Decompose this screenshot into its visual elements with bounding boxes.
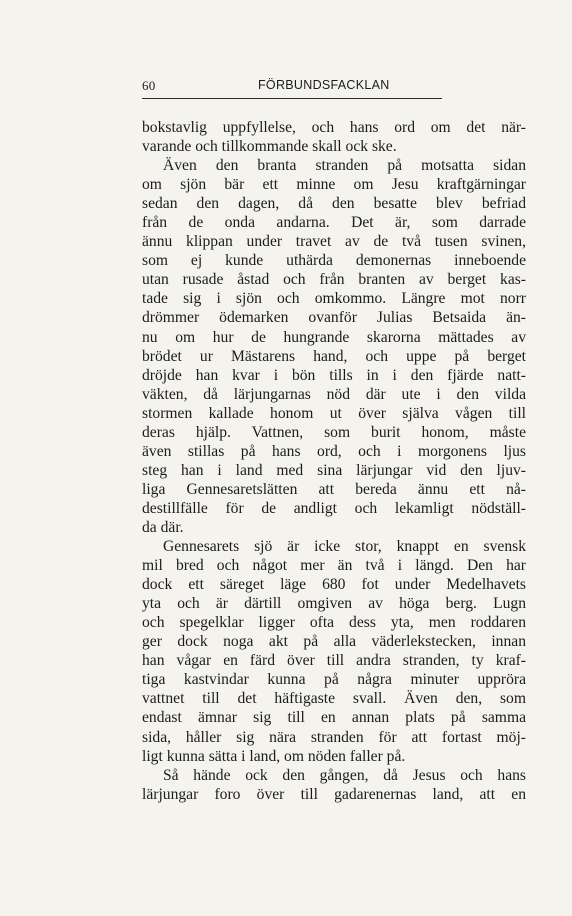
text-line: destillfälle för de andligt och lekamligt nödställ-: [142, 499, 526, 517]
text-line: Gennesarets sjö är icke stor, knappt en svensk: [163, 538, 526, 556]
text-line: även stillas på hans ord, och i morgonens ljus: [142, 442, 526, 460]
text-line: da där.: [142, 518, 184, 536]
text-line: ännu klippan under travet av de två tusen svinen,: [142, 233, 526, 251]
text-line: han vågar en färd över till andra stranden, ty kraf-: [142, 652, 526, 670]
text-line: stormen kallade honom ut över själva vågen till: [142, 404, 526, 422]
text-line: liga Gennesaretslätten att bereda ännu ett nå-: [142, 480, 526, 498]
text-line: som ej kunde uthärda demonernas inneboende: [142, 252, 526, 270]
text-line: tade sig i sjön och omkommo. Längre mot norr: [142, 290, 526, 308]
text-line: Så hände ock den gången, då Jesus och hans: [163, 766, 526, 784]
text-line: bokstavlig uppfyllelse, och hans ord om det när-: [142, 119, 526, 136]
header-rule: [142, 98, 442, 99]
text-line: lärjungar foro över till gadarenernas land, att en: [142, 785, 526, 803]
running-title: FÖRBUNDSFACKLAN: [258, 78, 390, 92]
body-text: [142, 118, 526, 804]
text-line: dröjde han kvar i bön tills in i den fjärde natt-: [142, 366, 526, 384]
text-line: varande och tillkommande skall ock ske.: [142, 138, 397, 156]
text-line: ligt kunna sätta i land, om nöden faller på.: [142, 747, 406, 765]
text-line: ger dock noga akt på alla väderlekstecken, innan: [142, 633, 526, 651]
text-line: och spegelklar ligger ofta dess yta, men roddaren: [142, 614, 526, 632]
text-line: yta och är därtill omgiven av höga berg. Lugn: [142, 595, 526, 613]
text-line: sida, håller sig nära stranden för att fortast möj-: [142, 728, 526, 746]
text-line: från de onda andarna. Det är, som darrade: [142, 214, 526, 232]
text-line: dock ett säreget läge 680 fot under Medelhavets: [142, 576, 526, 594]
text-line: deras hjälp. Vattnen, som burit honom, måste: [142, 423, 526, 441]
text-line: drömmer ödemarken ovanför Julias Betsaida än-: [142, 309, 526, 327]
text-line: sedan den dagen, då den besatte blev befriad: [142, 195, 526, 213]
text-line: tiga kastvindar kunna på några minuter uppröra: [142, 671, 526, 689]
text-line: brödet ur Mästarens hand, och uppe på berget: [142, 347, 526, 365]
page-header: [142, 78, 444, 96]
text-line: endast ämnar sig till en annan plats på samma: [142, 709, 526, 727]
text-line: om sjön bär ett minne om Jesu kraftgärningar: [142, 176, 526, 194]
text-line: Även den branta stranden på motsatta sidan: [163, 157, 526, 175]
text-line: väkten, då lärjungarnas nöd där ute i den vilda: [142, 385, 526, 403]
page-number: 60: [142, 78, 156, 93]
text-line: utan rusade åstad och från branten av berget kas-: [142, 271, 526, 289]
text-line: nu om hur de hungrande skarorna mättades av: [142, 328, 526, 346]
text-line: mil bred och något mer än två i längd. Den har: [142, 557, 526, 575]
text-line: vattnet till det häftigaste svall. Även den, som: [142, 690, 526, 708]
text-line: steg han i land med sina lärjungar vid den ljuv-: [142, 461, 526, 479]
